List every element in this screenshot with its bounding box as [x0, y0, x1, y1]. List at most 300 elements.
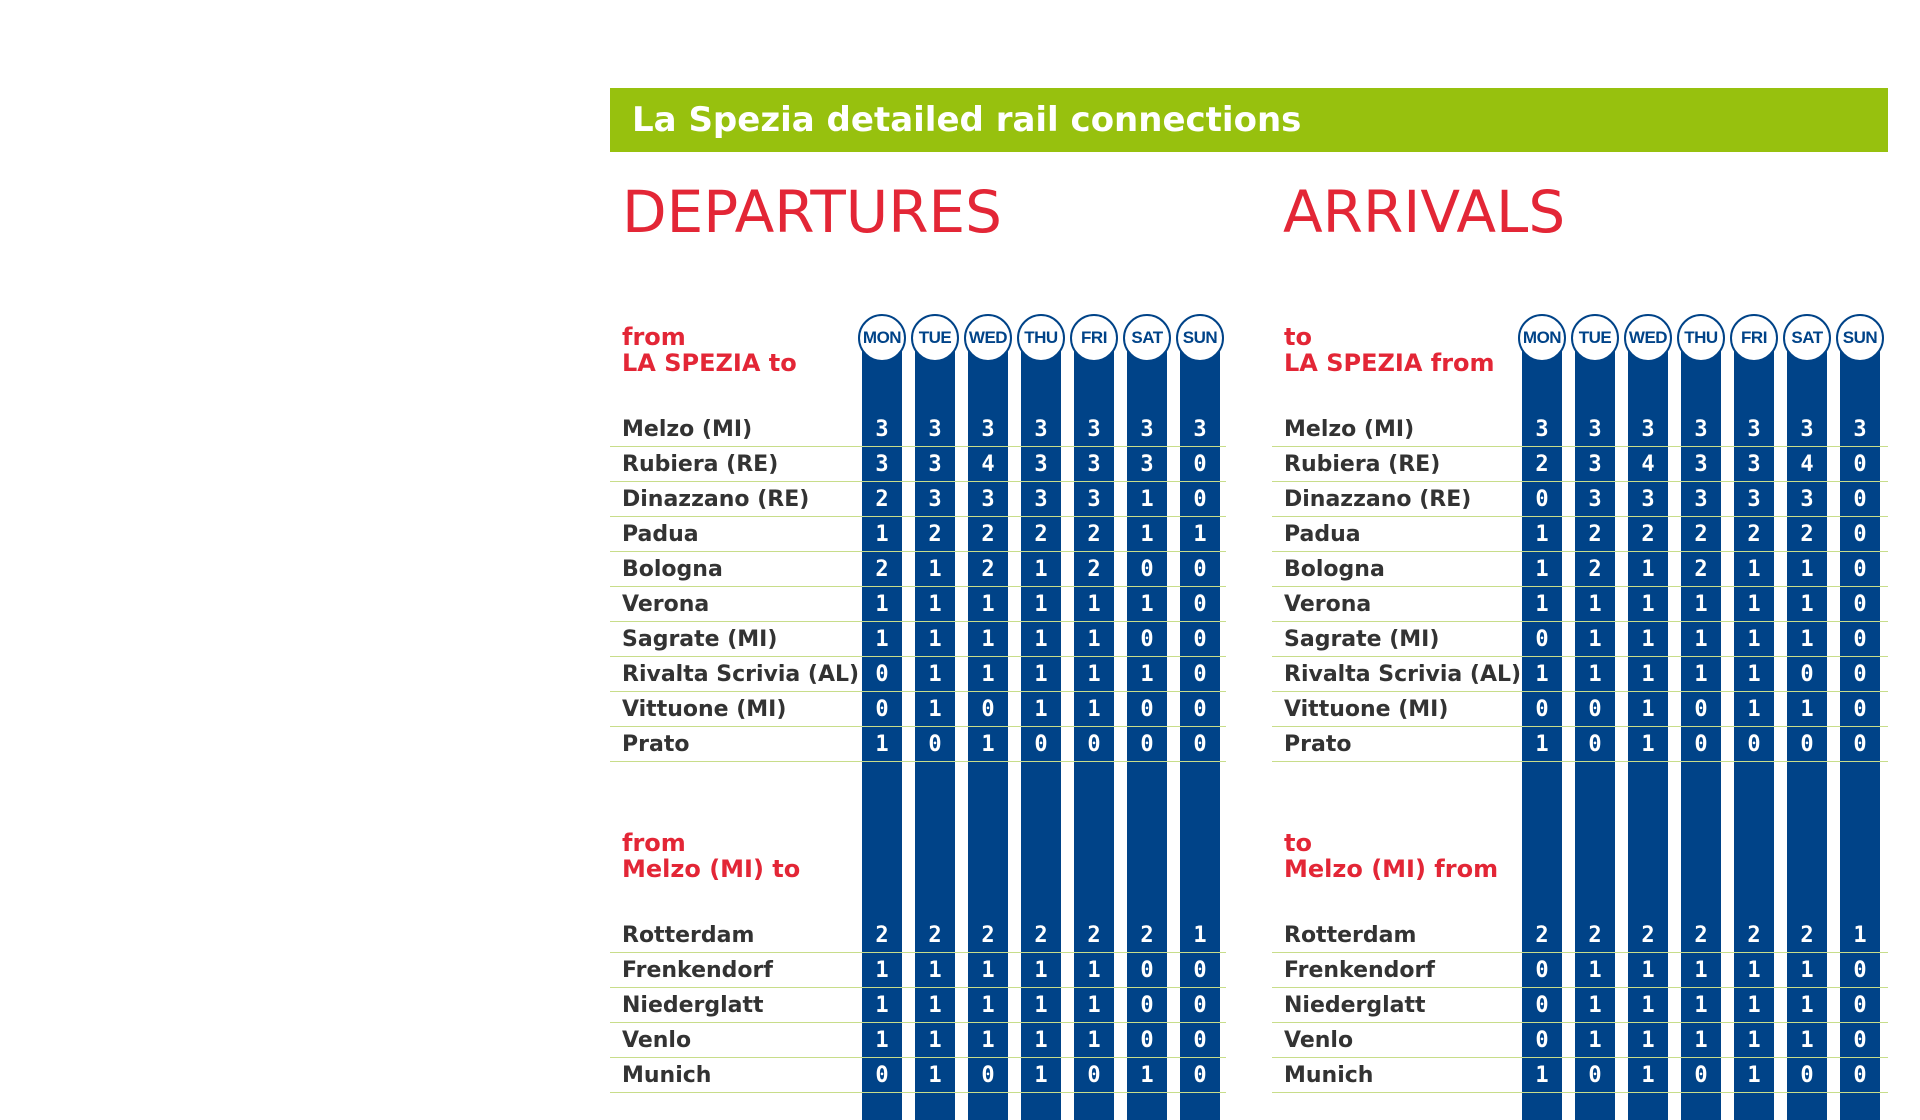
- count-sat: 0: [1140, 697, 1154, 722]
- count-sun: 0: [1193, 662, 1207, 687]
- count-sun: 1: [1193, 923, 1207, 948]
- count-thu: 1: [1694, 993, 1708, 1018]
- count-wed: 2: [981, 522, 995, 547]
- day-badge-mon: MON: [1518, 314, 1566, 362]
- table-row: [610, 482, 1226, 517]
- count-thu: 1: [1034, 697, 1048, 722]
- count-wed: 1: [1641, 1028, 1655, 1053]
- count-sun: 3: [1853, 417, 1867, 442]
- count-tue: 1: [1588, 662, 1602, 687]
- table-row: [1272, 482, 1888, 517]
- count-sun: 0: [1853, 522, 1867, 547]
- count-thu: 1: [1034, 627, 1048, 652]
- count-wed: 1: [1641, 732, 1655, 757]
- count-sun: 0: [1193, 1063, 1207, 1088]
- count-sun: 0: [1853, 958, 1867, 983]
- count-tue: 1: [928, 1063, 942, 1088]
- count-thu: 1: [1034, 1063, 1048, 1088]
- header-banner: [610, 88, 1888, 152]
- count-sun: 1: [1193, 522, 1207, 547]
- block-title-line2: LA SPEZIA from: [1284, 349, 1495, 377]
- count-sat: 3: [1140, 417, 1154, 442]
- count-sat: 0: [1800, 1063, 1814, 1088]
- place-name: Rivalta Scrivia (AL): [1284, 662, 1522, 687]
- count-fri: 1: [1087, 1028, 1101, 1053]
- count-wed: 3: [981, 417, 995, 442]
- count-wed: 2: [981, 923, 995, 948]
- count-sun: 0: [1193, 1028, 1207, 1053]
- table-row: [1272, 692, 1888, 727]
- count-sat: 1: [1140, 487, 1154, 512]
- count-wed: 1: [1641, 993, 1655, 1018]
- table-row: [610, 587, 1226, 622]
- count-sat: 1: [1800, 697, 1814, 722]
- count-tue: 3: [928, 452, 942, 477]
- count-thu: 2: [1034, 522, 1048, 547]
- block-title-line1: from: [622, 323, 686, 351]
- count-sun: 0: [1193, 557, 1207, 582]
- block-title: [1284, 830, 1498, 882]
- count-mon: 1: [875, 1028, 889, 1053]
- count-thu: 1: [1034, 592, 1048, 617]
- count-sat: 1: [1140, 592, 1154, 617]
- place-name: Verona: [622, 592, 710, 617]
- count-sat: 0: [1140, 627, 1154, 652]
- count-thu: 1: [1694, 627, 1708, 652]
- count-tue: 1: [928, 592, 942, 617]
- count-mon: 3: [875, 452, 889, 477]
- count-tue: 2: [928, 522, 942, 547]
- count-mon: 0: [1535, 1028, 1549, 1053]
- count-tue: 1: [1588, 1028, 1602, 1053]
- count-thu: 2: [1034, 923, 1048, 948]
- table-row: [610, 622, 1226, 657]
- place-name: Niederglatt: [1284, 993, 1426, 1018]
- count-wed: 2: [1641, 923, 1655, 948]
- count-mon: 0: [875, 697, 889, 722]
- count-fri: 2: [1087, 557, 1101, 582]
- count-thu: 1: [1034, 1028, 1048, 1053]
- table-row: [1272, 412, 1888, 447]
- place-name: Frenkendorf: [1284, 958, 1435, 983]
- place-name: Dinazzano (RE): [1284, 487, 1472, 512]
- count-sun: 0: [1853, 592, 1867, 617]
- count-tue: 3: [1588, 452, 1602, 477]
- count-mon: 1: [875, 522, 889, 547]
- place-name: Sagrate (MI): [1284, 627, 1440, 652]
- count-wed: 4: [1641, 452, 1655, 477]
- day-badge-fri: FRI: [1730, 314, 1778, 362]
- count-tue: 1: [1588, 993, 1602, 1018]
- section-heading: ARRIVALS: [1283, 178, 1566, 246]
- table-row: [610, 918, 1226, 953]
- count-fri: 1: [1087, 662, 1101, 687]
- count-sat: 0: [1140, 557, 1154, 582]
- table-row: [1272, 657, 1888, 692]
- count-thu: 3: [1694, 487, 1708, 512]
- count-sun: 0: [1853, 993, 1867, 1018]
- count-mon: 1: [875, 592, 889, 617]
- count-mon: 2: [1535, 452, 1549, 477]
- count-tue: 1: [928, 993, 942, 1018]
- count-sun: 0: [1853, 487, 1867, 512]
- count-sat: 2: [1800, 923, 1814, 948]
- count-mon: 0: [1535, 993, 1549, 1018]
- count-tue: 1: [928, 1028, 942, 1053]
- day-badge-thu: THU: [1017, 314, 1065, 362]
- count-tue: 3: [1588, 417, 1602, 442]
- table-row: [1272, 988, 1888, 1023]
- count-tue: 3: [928, 417, 942, 442]
- count-sat: 1: [1140, 1063, 1154, 1088]
- count-sat: 1: [1800, 592, 1814, 617]
- place-name: Rubiera (RE): [1284, 452, 1441, 477]
- count-fri: 1: [1747, 592, 1761, 617]
- page-title: La Spezia detailed rail connections: [632, 100, 1302, 140]
- count-wed: 0: [981, 697, 995, 722]
- count-fri: 2: [1087, 522, 1101, 547]
- day-badge-wed: WED: [1624, 314, 1672, 362]
- count-sun: 0: [1193, 592, 1207, 617]
- count-tue: 2: [1588, 522, 1602, 547]
- count-mon: 3: [1535, 417, 1549, 442]
- count-thu: 1: [1694, 1028, 1708, 1053]
- count-sun: 0: [1853, 697, 1867, 722]
- place-name: Melzo (MI): [1284, 417, 1415, 442]
- count-tue: 3: [928, 487, 942, 512]
- count-wed: 2: [1641, 522, 1655, 547]
- count-wed: 1: [1641, 662, 1655, 687]
- count-mon: 1: [875, 958, 889, 983]
- count-fri: 1: [1747, 1063, 1761, 1088]
- count-sat: 0: [1140, 958, 1154, 983]
- count-sat: 4: [1800, 452, 1814, 477]
- count-fri: 3: [1087, 417, 1101, 442]
- count-tue: 0: [1588, 1063, 1602, 1088]
- place-name: Padua: [1284, 522, 1361, 547]
- table-row: [610, 657, 1226, 692]
- table-row: [610, 988, 1226, 1023]
- block-title-line2: Melzo (MI) to: [622, 855, 801, 883]
- count-wed: 3: [1641, 487, 1655, 512]
- count-fri: 3: [1087, 452, 1101, 477]
- table-row: [610, 692, 1226, 727]
- count-tue: 3: [1588, 487, 1602, 512]
- count-thu: 2: [1694, 923, 1708, 948]
- count-mon: 1: [1535, 522, 1549, 547]
- place-name: Rubiera (RE): [622, 452, 779, 477]
- count-sat: 3: [1140, 452, 1154, 477]
- table-row: [1272, 552, 1888, 587]
- count-tue: 2: [1588, 557, 1602, 582]
- place-name: Bologna: [1284, 557, 1385, 582]
- count-thu: 3: [1034, 417, 1048, 442]
- count-sat: 1: [1140, 662, 1154, 687]
- count-wed: 1: [1641, 557, 1655, 582]
- table-row: [1272, 587, 1888, 622]
- count-tue: 1: [1588, 627, 1602, 652]
- count-fri: 2: [1087, 923, 1101, 948]
- count-sat: 1: [1800, 958, 1814, 983]
- count-thu: 1: [1034, 958, 1048, 983]
- count-wed: 1: [981, 662, 995, 687]
- block-title-line2: Melzo (MI) from: [1284, 855, 1499, 883]
- count-tue: 1: [928, 557, 942, 582]
- day-badge-fri: FRI: [1070, 314, 1118, 362]
- count-mon: 1: [1535, 1063, 1549, 1088]
- count-wed: 0: [981, 1063, 995, 1088]
- count-tue: 2: [1588, 923, 1602, 948]
- count-fri: 3: [1747, 452, 1761, 477]
- count-thu: 0: [1694, 1063, 1708, 1088]
- place-name: Verona: [1284, 592, 1372, 617]
- count-thu: 3: [1694, 452, 1708, 477]
- count-fri: 1: [1747, 697, 1761, 722]
- count-sat: 2: [1140, 923, 1154, 948]
- day-badge-sat: SAT: [1783, 314, 1831, 362]
- count-mon: 2: [875, 557, 889, 582]
- count-sun: 0: [1193, 487, 1207, 512]
- place-name: Munich: [622, 1063, 712, 1088]
- count-fri: 1: [1087, 958, 1101, 983]
- count-thu: 1: [1694, 592, 1708, 617]
- table-row: [610, 517, 1226, 552]
- count-wed: 1: [981, 627, 995, 652]
- count-sun: 0: [1853, 662, 1867, 687]
- place-name: Prato: [1284, 732, 1352, 757]
- count-fri: 0: [1087, 732, 1101, 757]
- count-sun: 0: [1853, 732, 1867, 757]
- block-title-line1: to: [1284, 829, 1312, 857]
- count-thu: 3: [1694, 417, 1708, 442]
- count-wed: 1: [1641, 592, 1655, 617]
- count-fri: 1: [1747, 662, 1761, 687]
- day-badge-sun: SUN: [1836, 314, 1884, 362]
- table-row: [1272, 622, 1888, 657]
- count-fri: 3: [1747, 487, 1761, 512]
- count-sat: 0: [1800, 662, 1814, 687]
- count-sun: 1: [1853, 923, 1867, 948]
- place-name: Niederglatt: [622, 993, 764, 1018]
- count-wed: 1: [1641, 697, 1655, 722]
- table-row: [1272, 727, 1888, 762]
- count-wed: 1: [981, 1028, 995, 1053]
- block-title-line1: to: [1284, 323, 1312, 351]
- count-sat: 3: [1800, 417, 1814, 442]
- count-wed: 1: [1641, 627, 1655, 652]
- count-sun: 0: [1193, 993, 1207, 1018]
- count-wed: 3: [981, 487, 995, 512]
- count-sun: 0: [1193, 958, 1207, 983]
- block-title: [1284, 324, 1495, 376]
- count-sat: 1: [1800, 993, 1814, 1018]
- count-sat: 1: [1800, 627, 1814, 652]
- count-sat: 2: [1800, 522, 1814, 547]
- count-mon: 1: [1535, 592, 1549, 617]
- count-thu: 2: [1694, 522, 1708, 547]
- count-sun: 0: [1853, 557, 1867, 582]
- count-sat: 0: [1140, 1028, 1154, 1053]
- place-name: Melzo (MI): [622, 417, 753, 442]
- count-wed: 1: [1641, 1063, 1655, 1088]
- count-mon: 0: [1535, 697, 1549, 722]
- count-wed: 1: [981, 592, 995, 617]
- place-name: Vittuone (MI): [622, 697, 787, 722]
- table-row: [1272, 918, 1888, 953]
- count-fri: 3: [1087, 487, 1101, 512]
- count-mon: 3: [875, 417, 889, 442]
- count-thu: 1: [1034, 993, 1048, 1018]
- count-thu: 0: [1694, 732, 1708, 757]
- count-sun: 3: [1193, 417, 1207, 442]
- count-fri: 1: [1747, 958, 1761, 983]
- section-heading: DEPARTURES: [622, 178, 1002, 246]
- table-row: [1272, 447, 1888, 482]
- table-row: [1272, 1023, 1888, 1058]
- count-thu: 1: [1034, 557, 1048, 582]
- count-sun: 0: [1853, 1028, 1867, 1053]
- count-sat: 0: [1800, 732, 1814, 757]
- table-row: [610, 953, 1226, 988]
- table-row: [610, 447, 1226, 482]
- count-mon: 2: [1535, 923, 1549, 948]
- count-sun: 0: [1193, 697, 1207, 722]
- count-fri: 1: [1087, 627, 1101, 652]
- block-title-line2: LA SPEZIA to: [622, 349, 797, 377]
- count-fri: 0: [1087, 1063, 1101, 1088]
- count-sat: 0: [1140, 732, 1154, 757]
- place-name: Frenkendorf: [622, 958, 773, 983]
- place-name: Bologna: [622, 557, 723, 582]
- count-tue: 0: [1588, 732, 1602, 757]
- count-thu: 0: [1034, 732, 1048, 757]
- count-fri: 3: [1747, 417, 1761, 442]
- count-sun: 0: [1193, 732, 1207, 757]
- count-tue: 1: [928, 662, 942, 687]
- place-name: Munich: [1284, 1063, 1374, 1088]
- count-mon: 1: [875, 993, 889, 1018]
- count-fri: 0: [1747, 732, 1761, 757]
- count-sun: 0: [1853, 452, 1867, 477]
- count-mon: 0: [875, 1063, 889, 1088]
- count-mon: 1: [1535, 557, 1549, 582]
- count-wed: 1: [1641, 958, 1655, 983]
- count-thu: 1: [1034, 662, 1048, 687]
- count-mon: 0: [875, 662, 889, 687]
- place-name: Venlo: [622, 1028, 692, 1053]
- count-tue: 1: [928, 627, 942, 652]
- count-fri: 1: [1087, 993, 1101, 1018]
- place-name: Rivalta Scrivia (AL): [622, 662, 860, 687]
- day-badge-tue: TUE: [1571, 314, 1619, 362]
- count-sat: 1: [1140, 522, 1154, 547]
- count-mon: 2: [875, 487, 889, 512]
- day-badge-thu: THU: [1677, 314, 1725, 362]
- count-wed: 1: [981, 732, 995, 757]
- block-title: [622, 324, 797, 376]
- place-name: Padua: [622, 522, 699, 547]
- count-fri: 1: [1747, 1028, 1761, 1053]
- count-tue: 1: [1588, 592, 1602, 617]
- count-mon: 0: [1535, 958, 1549, 983]
- count-tue: 1: [928, 958, 942, 983]
- count-mon: 1: [1535, 662, 1549, 687]
- count-sun: 0: [1853, 627, 1867, 652]
- table-row: [1272, 953, 1888, 988]
- count-thu: 3: [1034, 487, 1048, 512]
- count-wed: 2: [981, 557, 995, 582]
- count-fri: 1: [1747, 627, 1761, 652]
- count-sat: 1: [1800, 1028, 1814, 1053]
- block-title-line1: from: [622, 829, 686, 857]
- place-name: Vittuone (MI): [1284, 697, 1449, 722]
- day-badge-sun: SUN: [1176, 314, 1224, 362]
- count-sat: 0: [1140, 993, 1154, 1018]
- count-mon: 0: [1535, 487, 1549, 512]
- day-badge-sat: SAT: [1123, 314, 1171, 362]
- place-name: Rotterdam: [1284, 923, 1417, 948]
- count-tue: 0: [928, 732, 942, 757]
- place-name: Venlo: [1284, 1028, 1354, 1053]
- count-mon: 1: [875, 627, 889, 652]
- count-thu: 3: [1034, 452, 1048, 477]
- count-wed: 4: [981, 452, 995, 477]
- count-wed: 3: [1641, 417, 1655, 442]
- count-mon: 1: [1535, 732, 1549, 757]
- count-wed: 1: [981, 958, 995, 983]
- table-row: [610, 412, 1226, 447]
- count-fri: 2: [1747, 522, 1761, 547]
- place-name: Prato: [622, 732, 690, 757]
- table-row: [610, 1023, 1226, 1058]
- table-row: [610, 727, 1226, 762]
- count-fri: 1: [1087, 592, 1101, 617]
- count-tue: 1: [928, 697, 942, 722]
- count-fri: 2: [1747, 923, 1761, 948]
- count-thu: 1: [1694, 958, 1708, 983]
- count-tue: 1: [1588, 958, 1602, 983]
- count-mon: 2: [875, 923, 889, 948]
- place-name: Dinazzano (RE): [622, 487, 810, 512]
- count-thu: 2: [1694, 557, 1708, 582]
- count-thu: 0: [1694, 697, 1708, 722]
- count-sun: 0: [1193, 627, 1207, 652]
- count-tue: 0: [1588, 697, 1602, 722]
- count-wed: 1: [981, 993, 995, 1018]
- day-badge-tue: TUE: [911, 314, 959, 362]
- table-row: [1272, 1058, 1888, 1093]
- count-mon: 1: [875, 732, 889, 757]
- day-badge-mon: MON: [858, 314, 906, 362]
- day-badge-wed: WED: [964, 314, 1012, 362]
- count-mon: 0: [1535, 627, 1549, 652]
- table-row: [610, 1058, 1226, 1093]
- count-fri: 1: [1747, 993, 1761, 1018]
- count-tue: 2: [928, 923, 942, 948]
- count-thu: 1: [1694, 662, 1708, 687]
- block-title: [622, 830, 800, 882]
- count-sat: 1: [1800, 557, 1814, 582]
- place-name: Sagrate (MI): [622, 627, 778, 652]
- place-name: Rotterdam: [622, 923, 755, 948]
- count-sat: 3: [1800, 487, 1814, 512]
- count-sun: 0: [1193, 452, 1207, 477]
- count-fri: 1: [1087, 697, 1101, 722]
- count-sun: 0: [1853, 1063, 1867, 1088]
- table-row: [610, 552, 1226, 587]
- table-row: [1272, 517, 1888, 552]
- count-fri: 1: [1747, 557, 1761, 582]
